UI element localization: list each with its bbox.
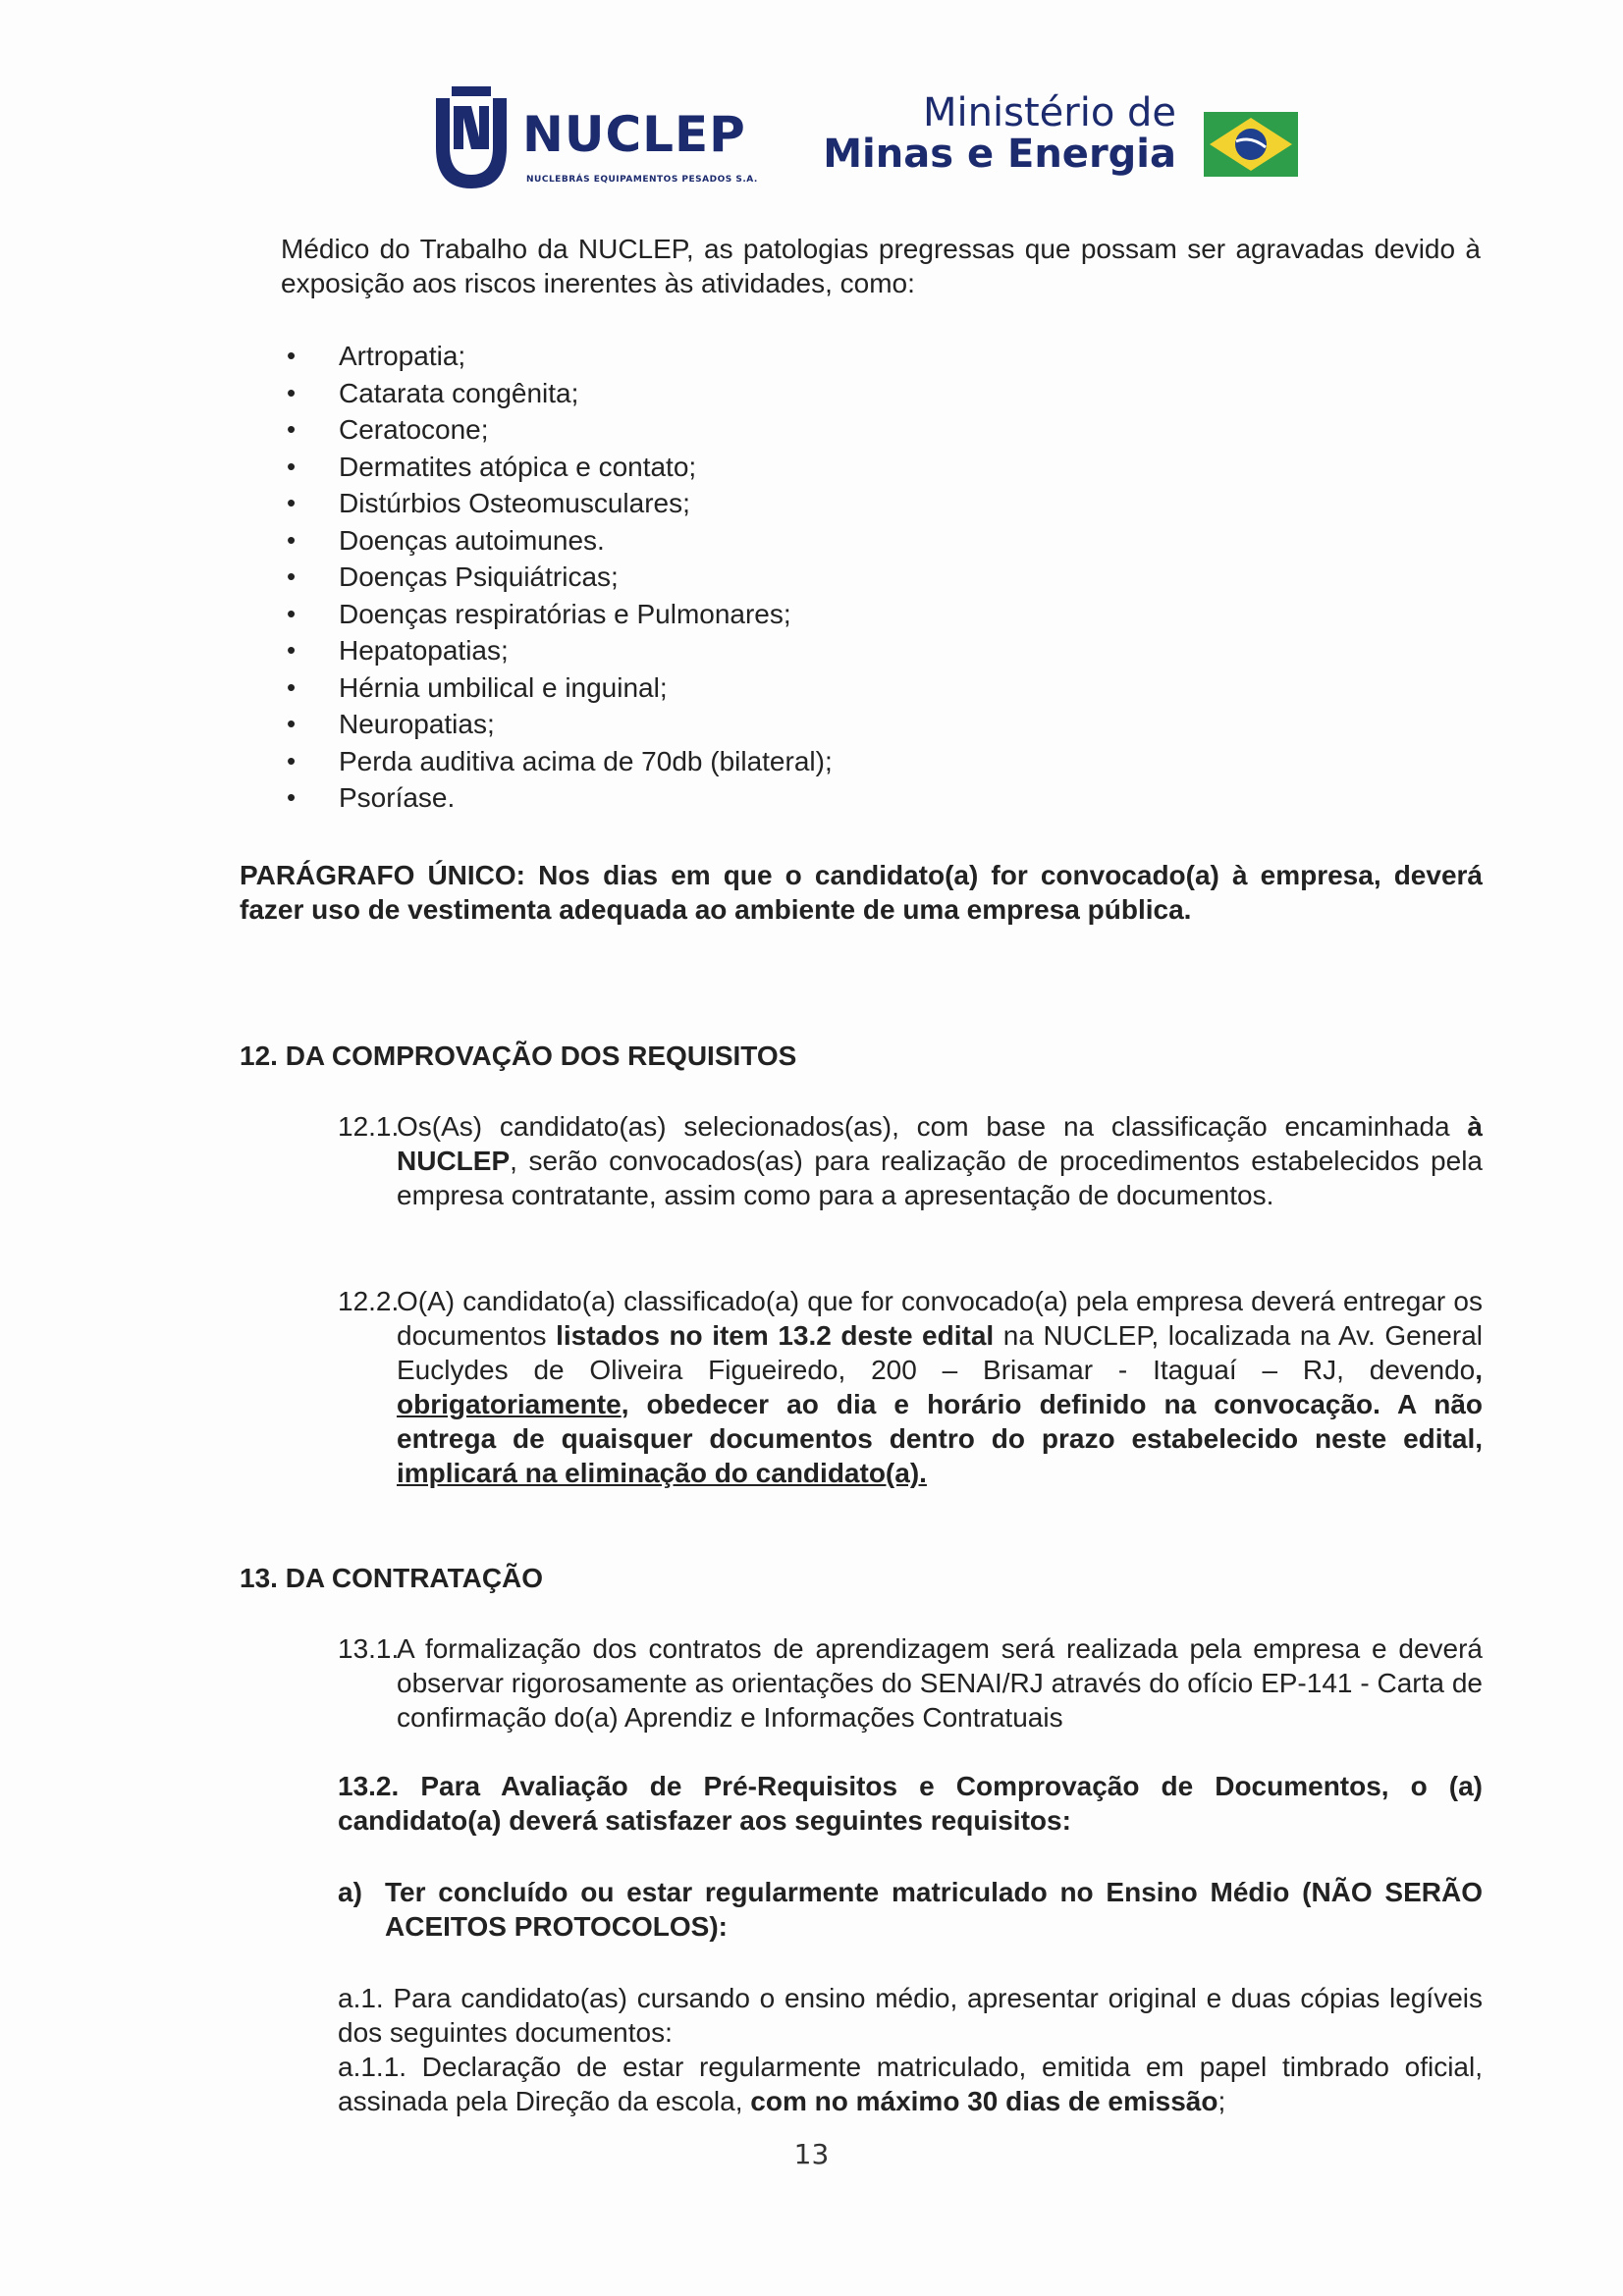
item-text-bold: com no máximo 30 dias de emissão: [750, 2086, 1218, 2116]
list-item: • Ceratocone;: [287, 411, 1170, 449]
item-text-bold: à NUCLEP: [397, 1111, 1483, 1176]
ministry-logo: [823, 90, 1298, 198]
item-text-underlined: implicará na eliminação do candidato(a).: [397, 1458, 927, 1488]
section-13-heading: 13. DA CONTRATAÇÃO: [240, 1563, 544, 1593]
item-number: 13.1.: [338, 1633, 400, 1664]
item-13-2: 13.2. Para Avaliação de Pré-Requisitos e Comprovação de Documentos, o (a) candidato(a) deverá satisfazer aos seguintes requisitos:: [338, 1771, 1483, 1836]
logo-subtitle: NUCLEBRÁS EQUIPAMENTOS PESADOS S.A.: [526, 175, 758, 185]
item-body: [397, 1109, 1483, 1212]
item-number: 12.2.: [338, 1286, 400, 1316]
item-text-bold: , obedecer ao dia e horário definido na convocação. A não entrega de quaisquer documentos dentro do prazo estabelecido neste edital,: [397, 1389, 1483, 1454]
list-item: • Catarata congênita;: [287, 375, 1170, 412]
item-text: a.1.1. Declaração de estar regularmente matriculado, emitida em papel timbrado oficial, assinada pela Direção da escola,: [338, 2052, 1483, 2116]
list-item: • Artropatia;: [287, 338, 1170, 375]
item-text: Os(As) candidato(as) selecionados(as), com base na classificação encaminhada: [397, 1111, 1468, 1142]
list-item: • Doenças respiratórias e Pulmonares;: [287, 596, 1170, 633]
item-a: [338, 1875, 1483, 1944]
list-item: • Doenças Psiquiátricas;: [287, 559, 1170, 596]
ministry-line2: Minas e Energia: [823, 132, 1176, 177]
list-item: • Psoríase.: [287, 779, 1170, 817]
list-item: • Doenças autoimunes.: [287, 522, 1170, 560]
intro-paragraph: Médico do Trabalho da NUCLEP, as patologias pregressas que possam ser agravadas devido à exposição aos riscos inerentes às atividades, como:: [281, 234, 1481, 298]
list-item: • Hepatopatias;: [287, 632, 1170, 669]
item-a-1-text: a.1. Para candidato(as) cursando o ensino médio, apresentar original e duas cópias legíveis dos seguintes documentos:: [338, 1983, 1483, 2048]
item-12-2: [338, 1284, 1483, 1490]
item-text: O(A) candidato(a) classificado(a) que for convocado(a) pela empresa deverá entregar os documentos: [397, 1286, 1483, 1351]
list-item: • Perda auditiva acima de 70db (bilateral);: [287, 743, 1170, 780]
item-body: [397, 1284, 1483, 1490]
list-item: • Hérnia umbilical e inguinal;: [287, 669, 1170, 707]
item-12-1: [338, 1109, 1483, 1212]
item-text: , serão convocados(as) para realização de procedimentos estabelecidos pela empresa contratante, assim como para a apresentação de documentos.: [397, 1146, 1483, 1210]
list-item: • Dermatites atópica e contato;: [287, 449, 1170, 486]
logo-name: NUCLEP: [522, 106, 746, 163]
item-text: na NUCLEP, localizada na Av. General Euclydes de Oliveira Figueiredo, 200 – Brisamar - Itaguaí – RJ, devendo: [397, 1320, 1483, 1385]
nuclep-logo-icon: [422, 79, 520, 194]
page-header: [412, 77, 1296, 204]
pathology-list: [287, 338, 1170, 817]
item-text-underlined: , obrigatoriamente: [397, 1355, 1483, 1419]
item-a-1: [338, 1981, 1483, 2118]
item-text-bold: listados no item 13.2 deste edital: [556, 1320, 995, 1351]
item-body: Ter concluído ou estar regularmente matriculado no Ensino Médio (NÃO SERÃO ACEITOS PROTOCOLOS):: [385, 1877, 1483, 1942]
item-label: a): [338, 1877, 362, 1907]
brazil-flag-icon: [1204, 112, 1298, 177]
nuclep-logo: [412, 77, 835, 204]
list-item: • Distúrbios Osteomusculares;: [287, 485, 1170, 522]
item-a-1-1: [338, 2050, 1483, 2118]
item-body: A formalização dos contratos de aprendizagem será realizada pela empresa e deverá observar rigorosamente as orientações do SENAI/RJ através do ofício EP-141 - Carta de confirmação do(a) Aprendiz e Informações Contratuais: [397, 1633, 1483, 1733]
paragrafo-unico: PARÁGRAFO ÚNICO: Nos dias em que o candidato(a) for convocado(a) à empresa, deverá fazer uso de vestimenta adequada ao ambiente de uma empresa pública.: [240, 860, 1483, 925]
item-text: ;: [1217, 2086, 1226, 2116]
item-number: 12.1.: [338, 1111, 400, 1142]
page-number: 13: [793, 2138, 830, 2170]
item-13-1: [338, 1631, 1483, 1735]
section-12-heading: 12. DA COMPROVAÇÃO DOS REQUISITOS: [240, 1041, 797, 1071]
list-item: • Neuropatias;: [287, 706, 1170, 743]
ministry-line1: Ministério de: [923, 90, 1176, 135]
